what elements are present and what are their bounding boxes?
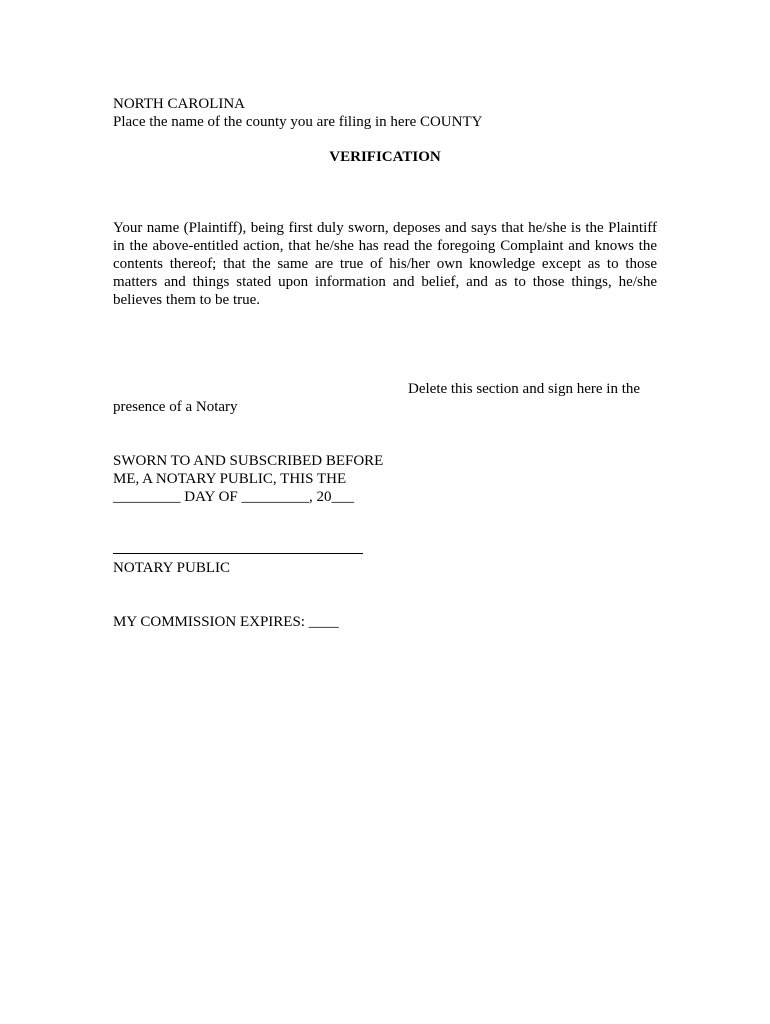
sworn-date-line: _________ DAY OF _________, 20___ — [113, 489, 354, 505]
notary-signature-line — [113, 553, 363, 554]
signature-instruction-continued: presence of a Notary — [113, 399, 238, 415]
verification-paragraph: Your name (Plaintiff), being first duly sworn, deposes and says that he/she is the Plaintiff in the above-entitled action, that he/she has read the foregoing Complaint and knows the contents thereof; that the same are true of his/her own knowledge except as to those matters and things stated upon information and belief, and as to those things, he/she believes them to be true. — [113, 220, 657, 308]
county-line: Place the name of the county you are filing in here COUNTY — [113, 114, 483, 130]
state-heading: NORTH CAROLINA — [113, 96, 246, 112]
sworn-line-2: ME, A NOTARY PUBLIC, THIS THE — [113, 471, 347, 487]
sworn-line-1: SWORN TO AND SUBSCRIBED BEFORE — [113, 453, 384, 469]
commission-expires: MY COMMISSION EXPIRES: ____ — [113, 614, 339, 630]
document-title: VERIFICATION — [329, 149, 441, 165]
signature-instruction: Delete this section and sign here in the — [408, 381, 641, 397]
notary-public-label: NOTARY PUBLIC — [113, 560, 231, 576]
